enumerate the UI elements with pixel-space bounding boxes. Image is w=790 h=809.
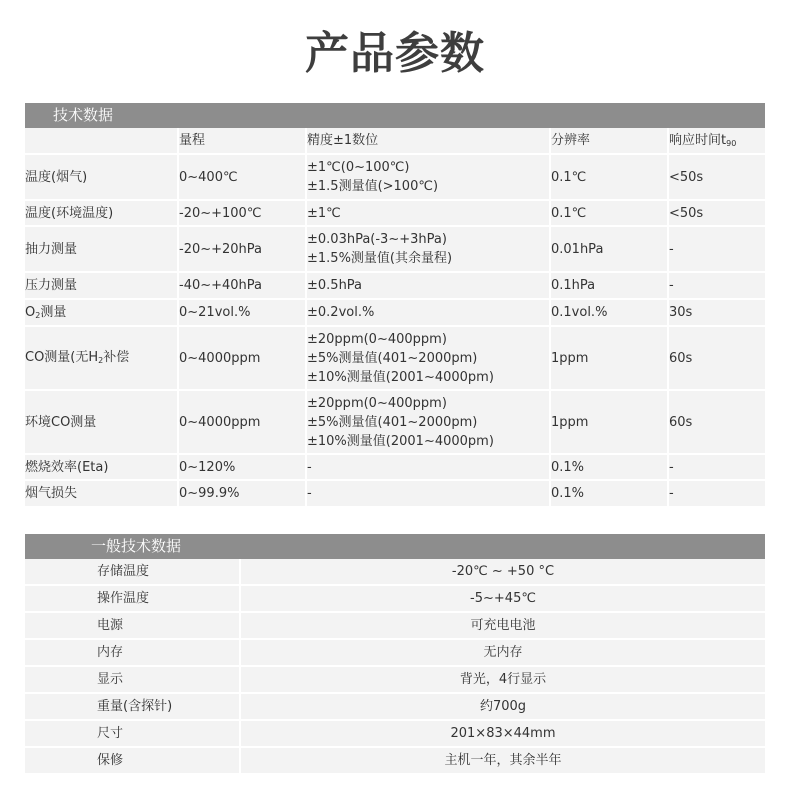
table-row bbox=[25, 455, 765, 481]
accuracy-line: ±20ppm(0~400ppm) bbox=[307, 331, 447, 347]
spec-label: 操作温度 bbox=[25, 586, 241, 613]
response-cell: - bbox=[669, 273, 765, 300]
resolution-cell: 0.1hPa bbox=[551, 273, 669, 300]
spec-value: 约700g bbox=[241, 694, 765, 721]
accuracy-line: ±1℃ bbox=[307, 205, 341, 221]
parameter-cell bbox=[25, 300, 179, 327]
spec-label: 内存 bbox=[25, 640, 241, 667]
range-cell: 0~99.9% bbox=[179, 481, 307, 508]
accuracy-line: ±1.5测量值(>100℃) bbox=[307, 179, 439, 194]
spec-value: -5~+45℃ bbox=[241, 586, 765, 613]
table-row bbox=[25, 201, 765, 227]
table-row bbox=[25, 300, 765, 327]
resolution-cell: 0.1℃ bbox=[551, 155, 669, 201]
accuracy-line: - bbox=[307, 486, 312, 501]
response-cell: <50s bbox=[669, 155, 765, 201]
table-header-row bbox=[25, 128, 765, 155]
accuracy-cell bbox=[307, 227, 551, 273]
spec-value: 无内存 bbox=[241, 640, 765, 667]
column-header-response-time bbox=[669, 128, 765, 155]
response-cell: 60s bbox=[669, 327, 765, 391]
spec-value: 201×83×44mm bbox=[241, 721, 765, 748]
table-row bbox=[25, 694, 765, 721]
accuracy-cell bbox=[307, 201, 551, 227]
table-row bbox=[25, 586, 765, 613]
range-cell: 0~120% bbox=[179, 455, 307, 481]
spec-label: 存储温度 bbox=[25, 559, 241, 586]
spec-value: 背光，4行显示 bbox=[241, 667, 765, 694]
parameter-subscript: 2 bbox=[98, 356, 104, 365]
response-time-subscript: 90 bbox=[726, 138, 737, 148]
accuracy-line: ±1℃(0~100℃) bbox=[307, 160, 410, 175]
accuracy-line: ±20ppm(0~400ppm) bbox=[307, 395, 447, 411]
range-cell: -20~+100℃ bbox=[179, 201, 307, 227]
response-cell: <50s bbox=[669, 201, 765, 227]
parameter-cell: 燃烧效率(Eta) bbox=[25, 455, 179, 481]
parameter-cell bbox=[25, 327, 179, 391]
parameter-cell: 压力测量 bbox=[25, 273, 179, 300]
accuracy-cell bbox=[307, 273, 551, 300]
technical-data-table bbox=[25, 128, 765, 508]
range-cell: 0~4000ppm bbox=[179, 327, 307, 391]
table-row bbox=[25, 721, 765, 748]
accuracy-line: ±0.2vol.% bbox=[307, 305, 375, 320]
accuracy-cell bbox=[307, 455, 551, 481]
response-cell: - bbox=[669, 227, 765, 273]
table-row bbox=[25, 391, 765, 455]
response-cell: - bbox=[669, 481, 765, 508]
spec-label: 尺寸 bbox=[25, 721, 241, 748]
accuracy-line: ±5%测量值(401~2000pm) bbox=[307, 414, 478, 430]
column-header-range: 量程 bbox=[179, 128, 307, 155]
resolution-cell: 0.1℃ bbox=[551, 201, 669, 227]
technical-data-section bbox=[25, 103, 765, 508]
spec-value: -20℃ ~ +50 °C bbox=[241, 559, 765, 586]
general-data-table bbox=[25, 559, 765, 775]
technical-data-header: 技术数据 bbox=[25, 103, 765, 128]
resolution-cell: 0.1% bbox=[551, 455, 669, 481]
response-cell: - bbox=[669, 455, 765, 481]
accuracy-line: ±5%测量值(401~2000pm) bbox=[307, 350, 478, 366]
table-row bbox=[25, 613, 765, 640]
accuracy-line: ±10%测量值(2001~4000pm) bbox=[307, 433, 494, 449]
table-row bbox=[25, 481, 765, 508]
parameter-text: O bbox=[25, 304, 36, 320]
spec-label: 显示 bbox=[25, 667, 241, 694]
table-row bbox=[25, 748, 765, 775]
accuracy-cell bbox=[307, 300, 551, 327]
column-header-resolution: 分辨率 bbox=[551, 128, 669, 155]
table-row bbox=[25, 227, 765, 273]
resolution-cell: 1ppm bbox=[551, 327, 669, 391]
table-row bbox=[25, 273, 765, 300]
page-title: 产品参数 bbox=[305, 28, 485, 79]
parameter-text: 补偿 bbox=[103, 350, 130, 365]
parameter-cell: 烟气损失 bbox=[25, 481, 179, 508]
table-row bbox=[25, 667, 765, 694]
resolution-cell: 0.01hPa bbox=[551, 227, 669, 273]
parameter-cell: 温度(烟气) bbox=[25, 155, 179, 201]
resolution-cell: 0.1vol.% bbox=[551, 300, 669, 327]
range-cell: 0~400℃ bbox=[179, 155, 307, 201]
table-row bbox=[25, 559, 765, 586]
table-row bbox=[25, 327, 765, 391]
column-header-accuracy: 精度±1数位 bbox=[307, 128, 551, 155]
spec-label: 电源 bbox=[25, 613, 241, 640]
accuracy-cell bbox=[307, 327, 551, 391]
parameter-cell: 温度(环境温度) bbox=[25, 201, 179, 227]
accuracy-line: ±0.5hPa bbox=[307, 278, 363, 293]
response-time-label: 响应时间t bbox=[669, 132, 727, 148]
accuracy-cell bbox=[307, 391, 551, 455]
resolution-cell: 0.1% bbox=[551, 481, 669, 508]
accuracy-line: - bbox=[307, 459, 312, 475]
table-row bbox=[25, 155, 765, 201]
accuracy-cell bbox=[307, 481, 551, 508]
spec-value: 可充电电池 bbox=[241, 613, 765, 640]
range-cell: -40~+40hPa bbox=[179, 273, 307, 300]
response-cell: 60s bbox=[669, 391, 765, 455]
parameter-text: CO测量(无H bbox=[25, 350, 99, 365]
resolution-cell: 1ppm bbox=[551, 391, 669, 455]
accuracy-line: ±10%测量值(2001~4000pm) bbox=[307, 369, 494, 385]
parameter-cell: 环境CO测量 bbox=[25, 391, 179, 455]
spec-label: 重量(含探针) bbox=[25, 694, 241, 721]
spec-value: 主机一年，其余半年 bbox=[241, 748, 765, 775]
column-header-parameter bbox=[25, 128, 179, 155]
spec-label: 保修 bbox=[25, 748, 241, 775]
accuracy-cell bbox=[307, 155, 551, 201]
range-cell: -20~+20hPa bbox=[179, 227, 307, 273]
accuracy-line: ±1.5%测量值(其余量程) bbox=[307, 251, 453, 266]
range-cell: 0~21vol.% bbox=[179, 300, 307, 327]
general-data-section bbox=[25, 534, 765, 775]
range-cell: 0~4000ppm bbox=[179, 391, 307, 455]
table-row bbox=[25, 640, 765, 667]
parameter-text: 测量 bbox=[40, 304, 67, 320]
parameter-cell: 抽力测量 bbox=[25, 227, 179, 273]
accuracy-line: ±0.03hPa(-3~+3hPa) bbox=[307, 232, 447, 247]
general-data-header: 一般技术数据 bbox=[25, 534, 765, 559]
parameter-subscript: 2 bbox=[35, 310, 41, 320]
response-cell: 30s bbox=[669, 300, 765, 327]
